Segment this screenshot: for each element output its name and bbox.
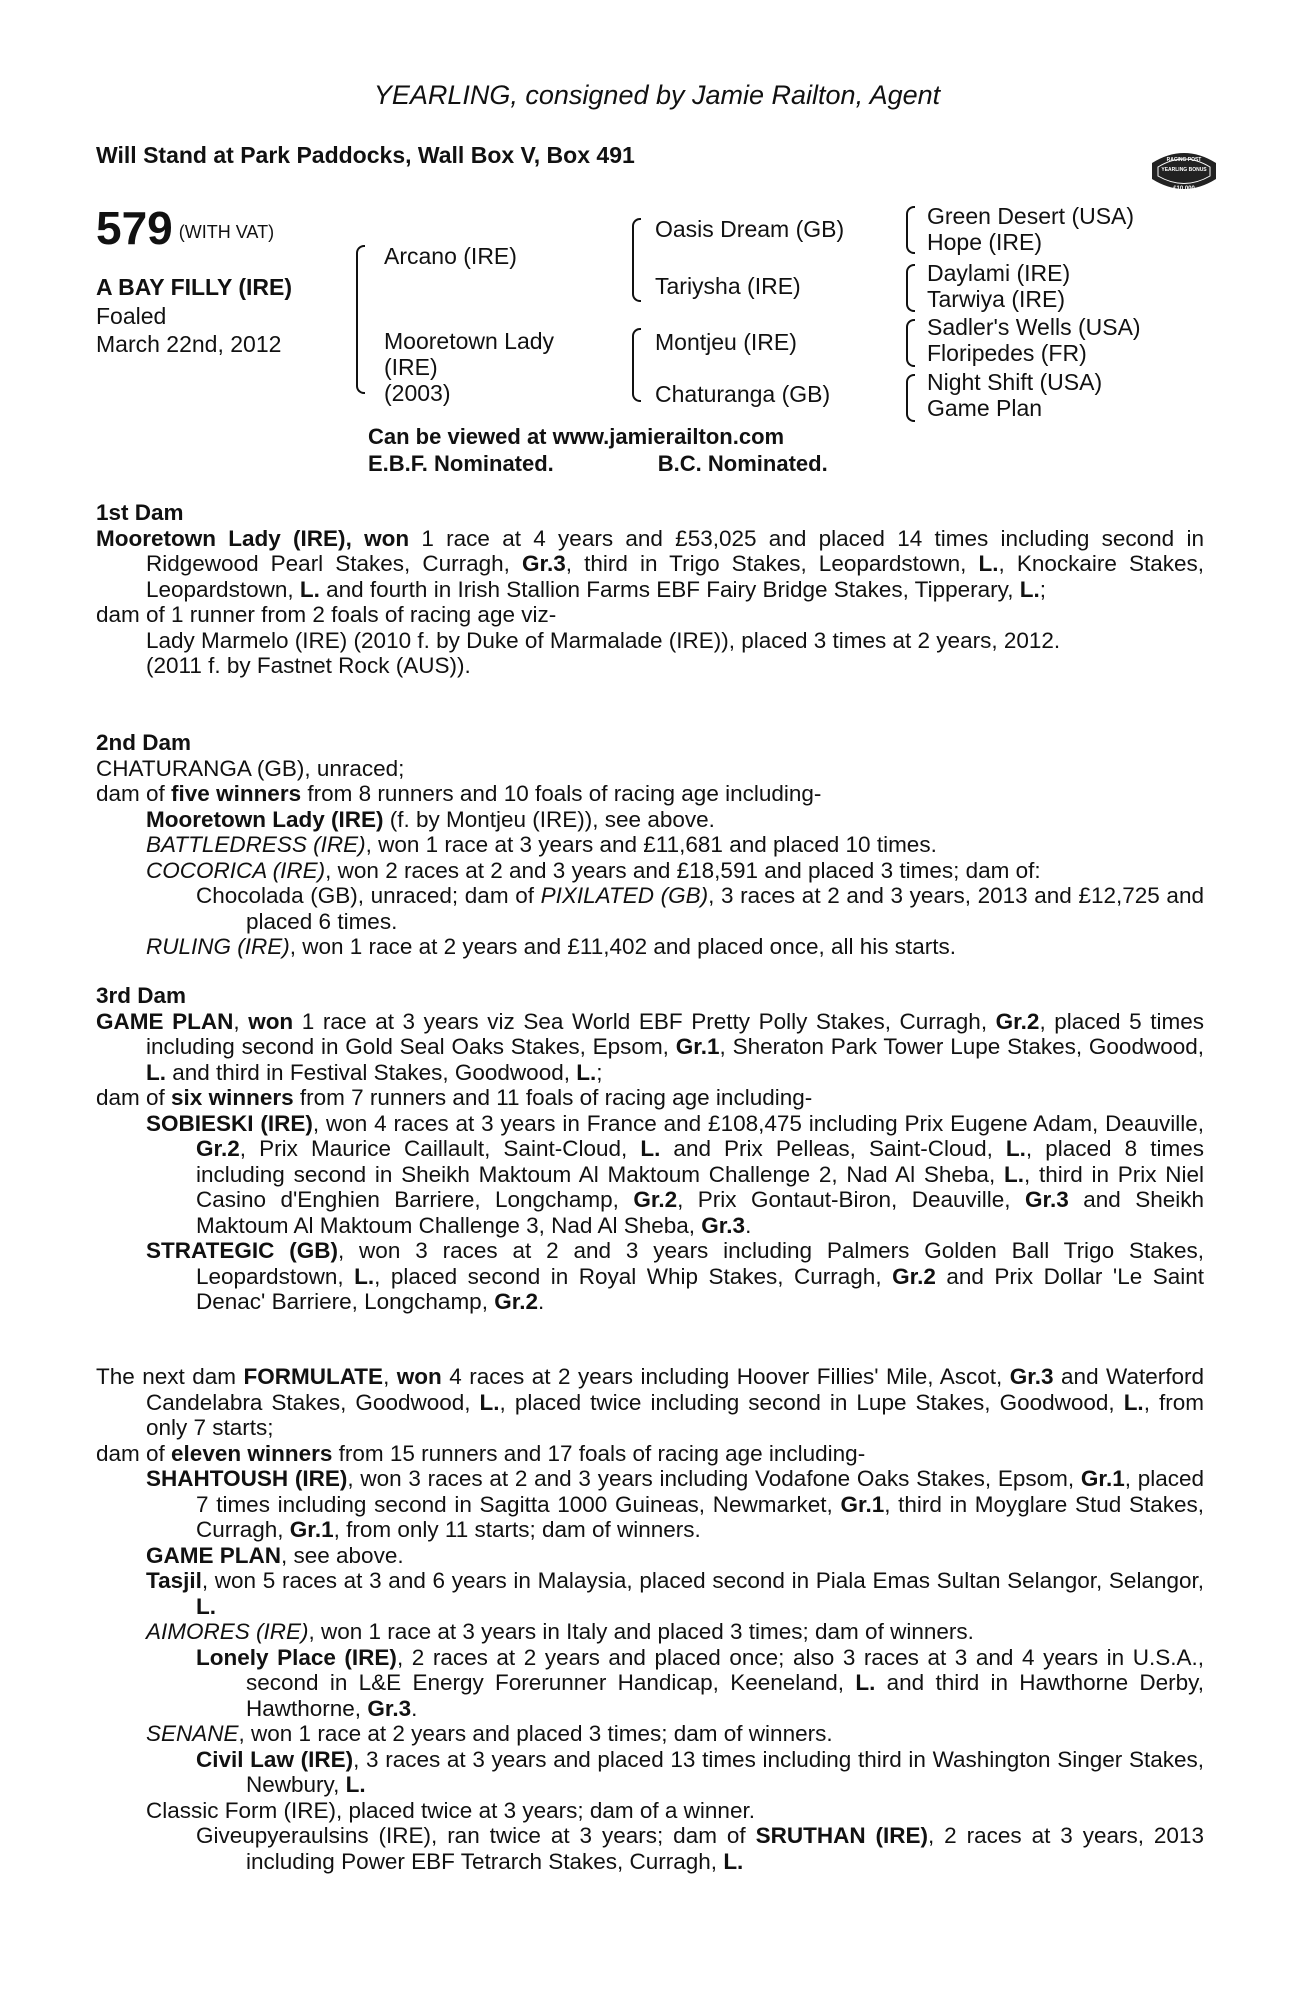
produce-summary: dam of five winners from 8 runners and 10 foals of racing age including-	[96, 781, 822, 806]
lot-number-value: 579	[96, 202, 173, 254]
sire-sire: Oasis Dream (GB)	[655, 216, 845, 242]
produce-entry: Mooretown Lady (IRE) (f. by Montjeu (IRE)), see above.	[146, 806, 715, 832]
bracket	[906, 319, 915, 367]
produce-entry: COCORICA (IRE), won 2 races at 2 and 3 years and £18,591 and placed 3 times; dam of:	[146, 857, 1041, 883]
foaled-info	[96, 302, 281, 358]
nominations	[368, 450, 828, 477]
badge-amount: £10,000	[1173, 186, 1195, 192]
ssd: Hope (IRE)	[927, 229, 1043, 255]
produce-summary: dam of eleven winners from 15 runners and 17 foals of racing age including-	[96, 1440, 866, 1466]
produce-entry: SENANE, won 1 race at 2 years and placed 3 times; dam of winners.	[146, 1721, 833, 1746]
vat-label: (WITH VAT)	[178, 221, 275, 242]
produce-subentry: Lonely Place (IRE), 2 races at 2 years and placed once; also 3 races at 3 and 4 years in U.S.A., second in L&E Energy Forerunner Handicap, Keeneland, L. and third in Hawthorne Derby, Hawthorne, Gr.3.	[196, 1644, 1204, 1721]
dam-line2: (IRE)	[384, 354, 438, 380]
ebf-nominated: E.B.F. Nominated.	[368, 451, 554, 476]
dam-line3: (2003)	[384, 380, 451, 406]
produce-entry: Classic Form (IRE), placed twice at 3 years; dam of a winner.	[146, 1797, 755, 1823]
dds: Night Shift (USA)	[927, 369, 1103, 395]
third-dam-section	[96, 983, 1204, 1315]
second-dam-section	[96, 730, 1204, 960]
viewing-link: Can be viewed at www.jamierailton.com	[368, 424, 785, 449]
dam-record: Mooretown Lady (IRE), won 1 race at 4 years and £53,025 and placed 14 times including second in Ridgewood Pearl Stakes, Curragh, Gr.3, third in Trigo Stakes, Leopardstown, L., Knockaire Stakes, Leopardstown, L. and fourth in Irish Stallion Farms EBF Fairy Bridge Stakes, Tipperary, L.;	[96, 525, 1205, 602]
section-title: 2nd Dam	[96, 730, 192, 755]
produce-entry: RULING (IRE), won 1 race at 2 years and £11,402 and placed once, all his starts.	[146, 934, 957, 959]
bracket	[906, 374, 915, 422]
produce-entry: (2011 f. by Fastnet Rock (AUS)).	[146, 653, 471, 678]
produce-entry: SOBIESKI (IRE), won 4 races at 3 years in France and £108,475 including Prix Eugene Adam, Deauville, Gr.2, Prix Maurice Caillault, Saint-Cloud, L. and Prix Pelleas, Saint-Cloud, L., placed 8 times including second in Sheikh Maktoum Al Maktoum Challenge 2, Nad Al Sheba, L., third in Prix Niel Casino d'Enghien Barriere, Longchamp, Gr.2, Prix Gontaut-Biron, Deauville, Gr.3 and Sheikh Maktoum Al Maktoum Challenge 3, Nad Al Sheba, Gr.3.	[146, 1110, 1205, 1238]
ddd: Game Plan	[927, 395, 1043, 421]
dam-record: The next dam FORMULATE, won 4 races at 2 years including Hoover Fillies' Mile, Ascot, Gr.3 and Waterford Candelabra Stakes, Goodwood, L., placed twice including second in Lupe Stakes, Goodwood, L., from only 7 starts;	[96, 1364, 1204, 1440]
badge-line1: RACING POST	[1166, 157, 1202, 163]
dam-record: CHATURANGA (GB), unraced;	[96, 755, 405, 781]
section-title: 3rd Dam	[96, 983, 187, 1008]
yearling-bonus-badge	[1146, 145, 1222, 199]
dam-dam: Chaturanga (GB)	[655, 381, 831, 407]
produce-entry: GAME PLAN, see above.	[146, 1542, 404, 1568]
sire-dam: Tariysha (IRE)	[655, 273, 801, 299]
dam-record: GAME PLAN, won 1 race at 3 years viz Sea World EBF Pretty Polly Stakes, Curragh, Gr.2, placed 5 times including second in Gold Seal Oaks Stakes, Epsom, Gr.1, Sheraton Park Tower Lupe Stakes, Goodwood, L. and third in Festival Stakes, Goodwood, L.;	[96, 1008, 1205, 1085]
produce-entry: AIMORES (IRE), won 1 race at 3 years in Italy and placed 3 times; dam of winners.	[146, 1619, 974, 1644]
sds: Daylami (IRE)	[927, 260, 1071, 286]
produce-subentry: Civil Law (IRE), 3 races at 3 years and placed 13 times including third in Washington Singer Stakes, Newbury, L.	[196, 1746, 1204, 1797]
bracket	[632, 328, 641, 402]
dam-sire: Montjeu (IRE)	[655, 329, 797, 355]
produce-entry: BATTLEDRESS (IRE), won 1 race at 3 years and £11,681 and placed 10 times.	[146, 832, 937, 857]
produce-entry: STRATEGIC (GB), won 3 races at 2 and 3 years including Palmers Golden Ball Trigo Stakes, Leopardstown, L., placed second in Royal Whip Stakes, Curragh, Gr.2 and Prix Dollar 'Le Saint Denac' Barriere, Longchamp, Gr.2.	[146, 1238, 1205, 1314]
viewing-info	[368, 423, 828, 477]
section-title: 1st Dam	[96, 500, 184, 525]
foaled-label: Foaled	[96, 303, 167, 329]
consignor-header: YEARLING, consigned by Jamie Railton, Agent	[373, 80, 941, 110]
first-dam-section	[96, 500, 1204, 679]
produce-entry: Tasjil, won 5 races at 3 and 6 years in Malaysia, placed second in Piala Emas Sultan Selangor, Selangor, L.	[146, 1568, 1204, 1619]
produce-summary: dam of 1 runner from 2 foals of racing age viz-	[96, 602, 557, 627]
fourth-dam-section	[96, 1364, 1204, 1874]
sss: Green Desert (USA)	[927, 203, 1135, 229]
produce-entry: SHAHTOUSH (IRE), won 3 races at 2 and 3 years including Vodafone Oaks Stakes, Epsom, Gr.1, placed 7 times including second in Sagitta 1000 Guineas, Newmarket, Gr.1, third in Moyglare Stud Stakes, Curragh, Gr.1, from only 11 starts; dam of winners.	[146, 1466, 1205, 1542]
stand-location: Will Stand at Park Paddocks, Wall Box V, Box 491	[96, 142, 635, 168]
bracket	[906, 264, 915, 312]
dam-line1: Mooretown Lady	[384, 328, 555, 354]
dss: Sadler's Wells (USA)	[927, 314, 1141, 340]
horse-name: A BAY FILLY (IRE)	[96, 274, 292, 300]
bc-nominated: B.C. Nominated.	[657, 451, 828, 476]
sdd: Tarwiya (IRE)	[927, 286, 1066, 312]
produce-subentry: Chocolada (GB), unraced; dam of PIXILATED (GB), 3 races at 2 and 3 years, 2013 and £12,725 and placed 6 times.	[196, 883, 1204, 934]
bracket	[632, 218, 641, 302]
bracket	[906, 206, 915, 254]
produce-entry: Lady Marmelo (IRE) (2010 f. by Duke of Marmalade (IRE)), placed 3 times at 2 years, 2012.	[146, 627, 1061, 653]
sire: Arcano (IRE)	[384, 243, 517, 269]
badge-line2: YEARLING BONUS	[1161, 167, 1207, 173]
bracket	[356, 245, 365, 394]
lot-number	[96, 202, 275, 255]
foaled-date: March 22nd, 2012	[96, 331, 282, 357]
dsd: Floripedes (FR)	[927, 340, 1087, 366]
produce-subentry: Giveupyeraulsins (IRE), ran twice at 3 years; dam of SRUTHAN (IRE), 2 races at 3 years, 2013 including Power EBF Tetrarch Stakes, Curragh, L.	[196, 1823, 1204, 1874]
produce-summary: dam of six winners from 7 runners and 11 foals of racing age including-	[96, 1085, 813, 1110]
